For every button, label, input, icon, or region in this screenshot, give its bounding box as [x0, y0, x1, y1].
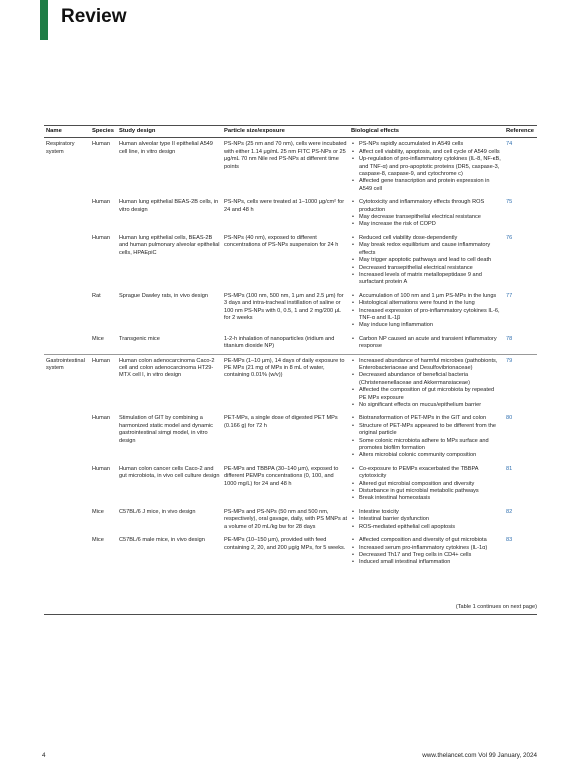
column-header: Species [90, 127, 117, 138]
effect-item: • May break redox equilibrium and cause inflammatory effects [359, 242, 502, 257]
exposure-cell: PS-NPs, cells were treated at 1–1000 μg/cm² for 24 and 48 h [224, 199, 345, 213]
biological-effects-cell [349, 412, 504, 462]
system-name-cell [44, 506, 90, 534]
exposure-cell: PE-MPs (10–150 μm), provided with feed containing 2, 20, and 200 μg/g MPs, for 5 weeks. [224, 537, 346, 551]
species-cell: Mice [92, 537, 104, 544]
effect-item: • Affected the composition of gut microbiota by repeated PE MPs exposure [359, 387, 502, 402]
effects-list [351, 293, 502, 330]
effect-item: • Up-regulation of pro-inflammatory cytokines (IL-8, NF-κB, and TNF-α) and pro-apoptotic proteins (DR5, caspase-3, caspase-8, caspase-9, and cytochrome c) [359, 156, 502, 178]
biological-effects-cell [349, 534, 504, 570]
species-cell: Rat [92, 292, 101, 299]
reference-link: 75 [506, 199, 513, 206]
system-name-cell [44, 232, 90, 290]
effect-item: • Intestinal barrier dysfunction [359, 516, 502, 523]
system-name-cell [44, 463, 90, 506]
effects-list [351, 509, 502, 531]
effect-item: • Induced small intestinal inflammation [359, 559, 502, 566]
biological-effects-cell [349, 196, 504, 232]
exposure-cell: PE-MPs (1–10 μm), 14 days of daily exposure to PE MPs (21 mg of MPs in 8 mL of water, containing 0.01% (w/v)) [222, 354, 349, 412]
effect-item: • Increased expression of pro-inflammatory cytokines IL-6, TNF-α and IL-1β [359, 308, 502, 323]
study-design-cell: Transgenic mice [119, 335, 160, 342]
effect-item: • Decreased transepithelial electrical resistance [359, 265, 502, 272]
biological-effects-cell [349, 232, 504, 290]
effect-item: • Reduced cell viability dose-dependently [359, 235, 502, 242]
effect-item: • May induce lung inflammation [359, 322, 502, 329]
reference-link: 78 [506, 335, 513, 342]
system-name-cell: Gastrointestinal system [44, 354, 90, 412]
section-title: Review [61, 6, 127, 27]
effect-item: • Affect cell viability, apoptosis, and cell cycle of A549 cells [359, 149, 502, 156]
reference-link: 79 [504, 354, 537, 412]
exposure-cell: PS-NPs (25 nm and 70 nm), cells were incubated with either 1.14 μg/mL 25 nm FITC PS-NPs or 25 μg/mL 70 nm Nile red PS-NPs at different time points [224, 141, 347, 170]
table-row [44, 290, 537, 333]
system-name-cell: Respiratory system [46, 141, 75, 155]
study-design-cell: Human alveolar type II epithelial A549 cell line, in vitro design [119, 141, 213, 155]
column-header: Particle size/exposure [222, 127, 349, 138]
effects-list [351, 466, 502, 503]
effect-item: • Increased levels of matrix metallopeptidase 9 and surfactant protein A [359, 272, 502, 287]
column-header: Reference [504, 127, 537, 138]
reference-link: 82 [506, 508, 513, 515]
table-row [44, 463, 537, 506]
effects-list [351, 537, 502, 567]
continuation-note: (Table 1 continues on next page) [455, 604, 537, 610]
effects-list [351, 199, 502, 229]
column-header: Study design [117, 127, 222, 138]
table-row [44, 534, 537, 570]
table-header-row [44, 127, 537, 138]
reference-link: 77 [506, 292, 513, 299]
effects-list [351, 141, 502, 193]
table-bottom-rule [44, 614, 537, 615]
exposure-cell: PS-MPs and PS-NPs (50 nm and 500 nm, respectively), oral gavage, daily, with PS MNPs at a volume of 20 mL/kg bw for 28 days [224, 508, 348, 530]
system-name-cell [44, 333, 90, 354]
system-name-cell [44, 290, 90, 333]
effect-item: • Accumulation of 100 nm and 1 μm PS-MPs in the lungs [359, 293, 502, 300]
species-cell: Human [92, 465, 111, 472]
reference-link: 80 [506, 415, 513, 422]
system-name-cell [44, 412, 90, 462]
species-cell: Human [92, 199, 111, 206]
page-number: 4 [42, 752, 46, 759]
study-table [44, 127, 537, 570]
species-cell: Human [92, 234, 111, 241]
species-cell: Human [90, 354, 117, 412]
biological-effects-cell [349, 138, 504, 196]
species-cell: Mice [92, 508, 104, 515]
system-name-cell [44, 196, 90, 232]
effect-item: • No significant effects on mucus/epithelium barrier [359, 402, 502, 409]
effect-item: • Increased abundance of harmful microbes (pathobionts, Enterobacteriaceae and Desulfovibrionaceae) [359, 358, 502, 373]
table-row [44, 412, 537, 462]
table-row [44, 354, 537, 412]
effects-list [351, 415, 502, 459]
exposure-cell: PET-MPs, a single dose of digested PET MPs (0.166 g) for 72 h [224, 415, 338, 429]
study-design-cell: C57BL/6 male mice, in vivo design [119, 537, 205, 544]
section-color-bar [40, 0, 48, 40]
exposure-cell: PS-NPs (40 nm), exposed to different concentrations of PS-NPs suspension for 24 h [224, 234, 339, 249]
table-row [44, 333, 537, 354]
effect-item: • May trigger apoptotic pathways and lead to cell death [359, 257, 502, 264]
effect-item: • Decreased Th17 and Treg cells in CD4+ cells [359, 552, 502, 559]
effect-item: • Carbon NP caused an acute and transient inflammatory response [359, 336, 502, 351]
effect-item: • Altered gut microbial composition and diversity [359, 481, 502, 488]
reference-link: 76 [506, 234, 513, 241]
effect-item: • Affected gene transcription and protein expression in A549 cell [359, 178, 502, 193]
exposure-cell: PS-MPs (100 nm, 500 nm, 1 μm and 2.5 μm) for 3 days and intra-tracheal instillation of saline or 100 nm PS-NPs with 0, 0.5, 1 and 2 mg/200 μL for 2 weeks [224, 292, 344, 321]
study-design-cell: Human lung epithelial cells, BEAS-2B and human pulmonary alveolar epithelial cells, HPAEpiC [119, 234, 220, 256]
study-design-cell: Human lung epithelial BEAS-2B cells, in vitro design [119, 199, 219, 213]
effect-item: • Intestine toxicity [359, 509, 502, 516]
effect-item: • Co-exposure to PEMPs exacerbated the TBBPA cytotoxicity [359, 466, 502, 481]
effect-item: • Biotransformation of PET-MPs in the GIT and colon [359, 415, 502, 422]
exposure-cell: PE-MPs and TBBPA (30–140 μm), exposed to different PEMPs concentrations (0, 100, and 1000 mg/L) for 24 and 48 h [224, 465, 339, 487]
effect-item: • Increased serum pro-inflammatory cytokines (IL-1α) [359, 545, 502, 552]
effects-list [351, 235, 502, 287]
study-design-cell: Stimulation of GIT by combining a harmonized static model and dynamic gastrointestinal simgi model, in vitro design [119, 415, 213, 444]
column-header: Biological effects [349, 127, 504, 138]
reference-link: 83 [506, 537, 513, 544]
study-design-cell: Human colon cancer cells Caco-2 and gut microbiota, in vivo cell culture design [119, 465, 220, 480]
study-design-cell: C57BL/6 J mice, in vivo design [119, 508, 196, 515]
reference-link: 74 [506, 141, 513, 148]
study-design-cell: Human colon adenocarcinoma Caco-2 cell and colon adenocarcinoma HT29-MTX cell l, in vitro design [117, 354, 222, 412]
effect-item: • May increase the risk of COPD [359, 221, 502, 228]
table-top-rule [44, 125, 537, 126]
reference-link: 81 [506, 465, 513, 472]
effect-item: • Disturbance in gut microbial metabolic pathways [359, 488, 502, 495]
species-cell: Human [92, 141, 111, 148]
column-header: Name [44, 127, 90, 138]
table-row [44, 138, 537, 196]
effect-item: • Histological alternations were found in the lung [359, 300, 502, 307]
system-name-cell [44, 534, 90, 570]
table-body [44, 138, 537, 570]
biological-effects-cell [349, 354, 504, 412]
effect-item: • Affected composition and diversity of gut microbiota [359, 537, 502, 544]
effects-list [351, 336, 502, 351]
biological-effects-cell [349, 463, 504, 506]
effect-item: • Alters microbial colonic community composition [359, 452, 502, 459]
effect-item: • Break intestinal homeostasis [359, 495, 502, 502]
species-cell: Mice [92, 335, 104, 342]
exposure-cell: 1-2-h inhalation of nanoparticles (iridium and titanium dioxide NP) [224, 335, 335, 350]
effect-item: • Decreased abundance of beneficial bacteria (Christensenellaceae and Akkermansiaceae) [359, 372, 502, 387]
journal-citation: www.thelancet.com Vol 99 January, 2024 [422, 752, 537, 759]
effects-list [351, 358, 502, 410]
effect-item: • ROS-mediated epithelial cell apoptosis [359, 524, 502, 531]
biological-effects-cell [349, 506, 504, 534]
effect-item: • Cytotoxicity and inflammatory effects through ROS production [359, 199, 502, 214]
effect-item: • PS-NPs rapidly accumulated in A549 cells [359, 141, 502, 148]
table-row [44, 506, 537, 534]
effect-item: • May decrease transepithelial electrical resistance [359, 214, 502, 221]
table-row [44, 232, 537, 290]
table-row [44, 196, 537, 232]
species-cell: Human [92, 415, 111, 422]
effect-item: • Some colonic microbiota adhere to MPs surface and promotes biofilm formation [359, 438, 502, 453]
study-design-cell: Sprague Dawley rats, in vivo design [119, 292, 208, 299]
effect-item: • Structure of PET-MPs appeared to be different from the original particle [359, 423, 502, 438]
biological-effects-cell [349, 290, 504, 333]
biological-effects-cell [349, 333, 504, 354]
